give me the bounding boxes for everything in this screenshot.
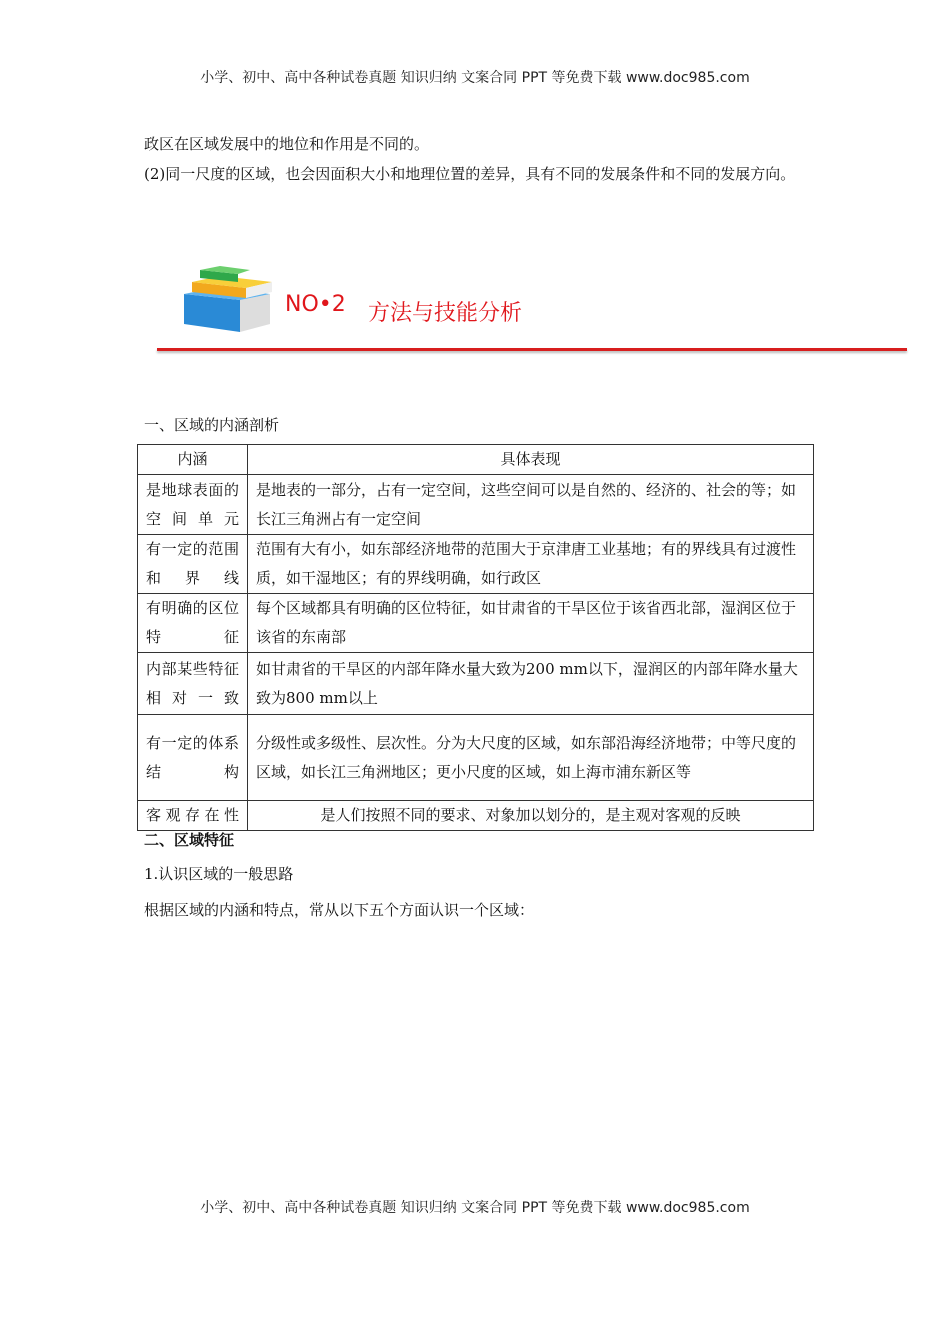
banner-title: 方法与技能分析 bbox=[368, 301, 523, 326]
table-row bbox=[138, 535, 814, 594]
table-cell-term: 是地球表面的空间单元 bbox=[138, 475, 248, 535]
table-row bbox=[138, 653, 814, 715]
table-header-cell: 具体表现 bbox=[248, 445, 814, 475]
region-connotation-table bbox=[137, 444, 814, 831]
table-cell-term: 客观存在性 bbox=[138, 801, 248, 831]
banner-divider bbox=[157, 348, 907, 351]
section-banner bbox=[180, 266, 540, 336]
body-paragraph: 根据区域的内涵和特点，常从以下五个方面认识一个区域： bbox=[144, 901, 535, 919]
table-cell-term: 有一定的体系结构 bbox=[138, 715, 248, 801]
table-cell-description: 如甘肃省的干旱区的内部年降水量大致为200 mm以下，湿润区的内部年降水量大致为800 mm以上 bbox=[248, 653, 814, 715]
table-header-cell: 内涵 bbox=[138, 445, 248, 475]
table-cell-description: 是地表的一部分，占有一定空间，这些空间可以是自然的、经济的、社会的等；如长江三角洲占有一定空间 bbox=[248, 475, 814, 535]
table-header-row bbox=[138, 445, 814, 475]
section-2-heading: 二、区域特征 bbox=[144, 831, 235, 849]
table-row bbox=[138, 594, 814, 653]
table-cell-term: 内部某些特征相对一致 bbox=[138, 653, 248, 715]
table-cell-description: 分级性或多级性、层次性。分为大尺度的区域，如东部沿海经济地带；中等尺度的区域，如长江三角洲地区；更小尺度的区域，如上海市浦东新区等 bbox=[248, 715, 814, 801]
table-cell-term: 有一定的范围和界线 bbox=[138, 535, 248, 594]
table-cell-description: 是人们按照不同的要求、对象加以划分的，是主观对客观的反映 bbox=[248, 801, 814, 831]
page-header: 小学、初中、高中各种试卷真题 知识归纳 文案合同 PPT 等免费下载 www.doc985.com bbox=[200, 70, 750, 86]
subsection-heading: 1.认识区域的一般思路 bbox=[144, 865, 294, 883]
banner-number: NO•2 bbox=[285, 292, 346, 317]
table-cell-description: 范围有大有小，如东部经济地带的范围大于京津唐工业基地；有的界线具有过渡性质，如干湿地区；有的界线明确，如行政区 bbox=[248, 535, 814, 594]
section-1-heading: 一、区域的内涵剖析 bbox=[144, 416, 280, 434]
table-row bbox=[138, 715, 814, 801]
table-row bbox=[138, 475, 814, 535]
books-icon bbox=[180, 266, 275, 336]
intro-paragraph-1: 政区在区域发展中的地位和作用是不同的。 bbox=[144, 135, 430, 153]
intro-paragraph-2: (2)同一尺度的区域，也会因面积大小和地理位置的差异，具有不同的发展条件和不同的发展方向。 bbox=[144, 165, 796, 183]
table-cell-term: 有明确的区位特征 bbox=[138, 594, 248, 653]
page-footer: 小学、初中、高中各种试卷真题 知识归纳 文案合同 PPT 等免费下载 www.doc985.com bbox=[200, 1200, 750, 1216]
table-cell-description: 每个区域都具有明确的区位特征，如甘肃省的干旱区位于该省西北部，湿润区位于该省的东南部 bbox=[248, 594, 814, 653]
